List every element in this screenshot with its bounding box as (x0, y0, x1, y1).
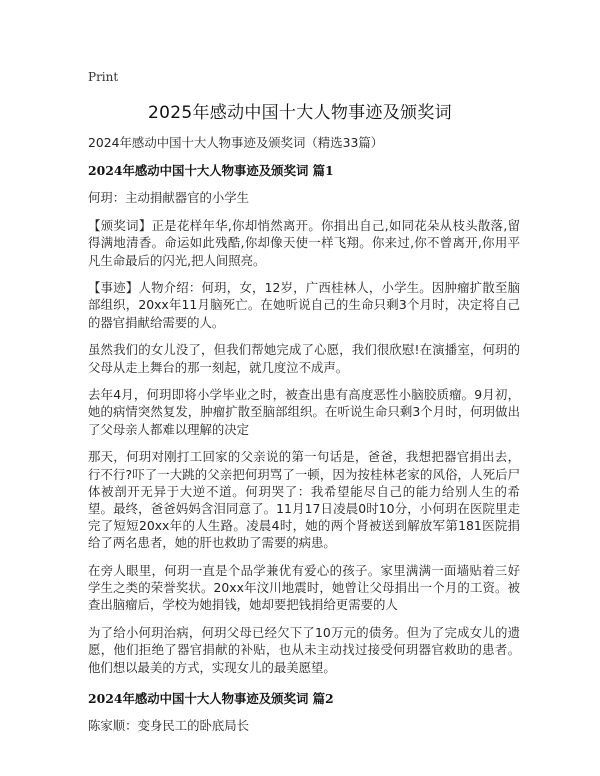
paragraph: 为了给小何玥治病，何玥父母已经欠下了10万元的债务。但为了完成女儿的遗愿，他们拒绝了器官捐献的补贴，也从未主动找过接受何玥器官救助的患者。他们想以最美的方式，实现女儿的最美愿望。 (88, 625, 520, 675)
print-label[interactable]: Print (88, 70, 119, 84)
paragraph: 去年4月，何玥即将小学毕业之时，被查出患有高度恶性小脑胶质瘤。9月初，她的病情突然复发，肿瘤扩散至脑部组织。在听说生命只剩3个月时，何玥做出了父母亲人都难以理解的决定 (88, 387, 520, 437)
paragraph: 何玥：主动捐献器官的小学生 (88, 190, 250, 206)
paragraph: 【颁奖词】正是花样年华,你却悄然离开。你捐出自己,如同花朵从枝头散落,留得满地清香。命运如此残酷,你却像天使一样飞翔。你来过,你不曾离开,你用平凡生命最后的闪光,把人间照亮。 (88, 218, 520, 268)
paragraph: 那天，何玥对刚打工回家的父亲说的第一句话是，爸爸，我想把器官捐出去，行不行?吓了一大跳的父亲把何玥骂了一顿，因为按桂林老家的风俗，人死后尸体被剖开无异于大逆不道。何玥哭了：我希望能尽自己的能力给别人生的希望。最终，爸爸妈妈含泪同意了。11月17日凌晨0时10分，小何玥在医院里走完了短短20xx年的人生路。凌晨4时，她的两个肾被送到解放军第181医院捐给了两名患者，她的肝也救助了需要的病患。 (88, 449, 520, 551)
paragraph: 【事迹】人物介绍：何玥，女，12岁，广西桂林人，小学生。因肿瘤扩散至脑部组织，20xx年11月脑死亡。在她听说自己的生命只剩3个月时，决定将自己的器官捐献给需要的人。 (88, 280, 520, 330)
paragraph: 在旁人眼里，何玥一直是个品学兼优有爱心的孩子。家里满满一面墙贴着三好学生之类的荣誉奖状。20xx年汶川地震时，她曾让父母捐出一个月的工资。被查出脑瘤后，学校为她捐钱，她却要把钱捐给更需要的人 (88, 563, 520, 613)
section-heading-2: 2024年感动中国十大人物事迹及颁奖词 篇2 (88, 690, 334, 706)
document-subtitle: 2024年感动中国十大人物事迹及颁奖词（精选33篇） (88, 135, 384, 150)
paragraph: 陈家顺：变身民工的卧底局长 (88, 718, 250, 734)
page-title: 2025年感动中国十大人物事迹及颁奖词 (148, 103, 452, 123)
paragraph: 虽然我们的女儿没了，但我们帮她完成了心愿，我们很欣慰!在演播室，何玥的父母从走上舞台的那一刻起，就几度泣不成声。 (88, 342, 520, 375)
document-content (88, 134, 520, 745)
section-heading-1: 2024年感动中国十大人物事迹及颁奖词 篇1 (88, 162, 334, 178)
